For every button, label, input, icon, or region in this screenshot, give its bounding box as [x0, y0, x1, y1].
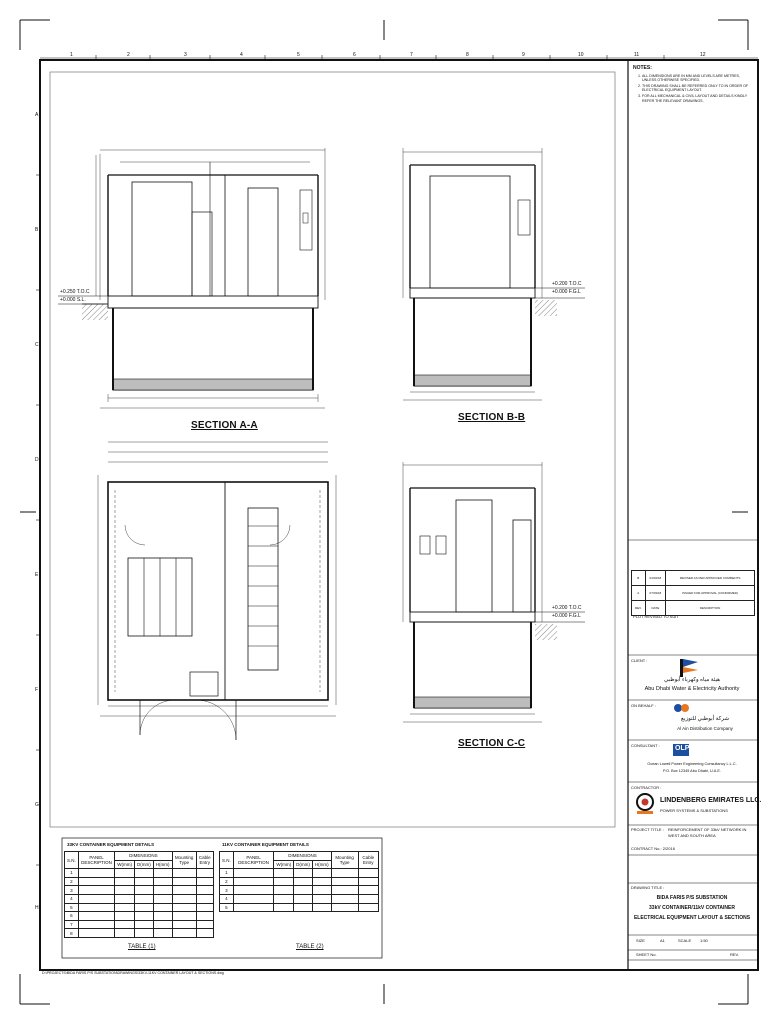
grid-col-10: 10	[578, 52, 584, 58]
table-33kv	[64, 851, 214, 938]
rev-header-date: DATE	[645, 601, 666, 616]
table-row	[220, 894, 379, 903]
level-bb-upper: +0.200 T.O.C	[552, 281, 582, 287]
table-row	[220, 877, 379, 886]
row-sn: 3	[220, 886, 234, 895]
table-33kv-caption: TABLE (1)	[128, 944, 156, 950]
row-sn: 5	[65, 903, 79, 912]
col-height: H(mm)	[153, 860, 172, 869]
rev-id: A	[632, 586, 646, 601]
row-sn: 2	[220, 877, 234, 886]
addc-arabic: شركة أبوظبي للتوزيع	[681, 716, 729, 722]
note-item: 1. ALL DIMENSIONS ARE IN MM AND LEVELS ARE METRES, UNLESS OTHERWISE SPECIFIED.	[642, 74, 753, 83]
col-sn: S.N.	[220, 852, 234, 869]
row-sn: 7	[65, 920, 79, 929]
consultant-name: Ocean Lowell Power Engineering Consultancy L.L.C.	[647, 762, 737, 766]
file-path-footer: D:\PROJECTS\BIDA FARIS P/S SUBSTATION\DRAWINGS\33KV-11KV CONTAINER LAYOUT & SECTIONS.dwg	[42, 971, 224, 975]
notes-heading: NOTES:	[633, 65, 652, 71]
scale-value: 1:50	[700, 938, 708, 943]
contract-number: CONTRACT No.: 2/2016	[631, 846, 675, 851]
grid-row-a: A	[35, 112, 39, 118]
table-row	[65, 903, 214, 912]
grid-row-g: G	[35, 802, 39, 808]
consultant-address: P.O. Box 12345 Abu Dhabi, U.A.E.	[663, 769, 721, 773]
revision-note: PLOT REVISED TO SUIT	[633, 614, 679, 619]
table-11kv-title: 11KV CONTAINER EQUIPMENT DETAILS	[222, 842, 309, 847]
drawing-title-label: DRAWING TITLE :	[631, 885, 665, 890]
grid-col-7: 7	[410, 52, 413, 58]
row-sn: 8	[65, 929, 79, 938]
section-c-c-drawing	[403, 462, 585, 722]
col-depth: D(mm)	[294, 860, 313, 869]
table-row	[65, 886, 214, 895]
row-sn: 4	[65, 894, 79, 903]
table-11kv	[219, 851, 379, 912]
row-sn: 1	[220, 869, 234, 878]
table-row	[65, 877, 214, 886]
contractor-label: CONTRACTOR :	[631, 785, 662, 790]
note-item: 2. THIS DRAWING SHALL BE REFERRED ONLY TO IN ORDER OF ELECTRICAL EQUIPMENT LAYOUT.	[642, 84, 753, 93]
grid-row-h: H	[35, 905, 39, 911]
rev-id: B	[632, 571, 646, 586]
table-11kv-caption: TABLE (2)	[296, 944, 324, 950]
rev-date: 07/03/18	[645, 586, 666, 601]
rev-header-desc: DESCRIPTION	[666, 601, 755, 616]
col-height: H(mm)	[312, 860, 331, 869]
grid-row-d: D	[35, 457, 39, 463]
drawing-title-line1: BIDA FARIS P/S SUBSTATION	[656, 895, 728, 901]
table-row	[220, 903, 379, 912]
level-cc-lower: +0.000 F.G.L	[552, 613, 581, 619]
row-sn: 4	[220, 894, 234, 903]
level-cc-upper: +0.200 T.O.C	[552, 605, 582, 611]
table-row	[65, 869, 214, 878]
col-dimensions: DIMENSIONS	[115, 852, 172, 861]
rev-desc: ISSUED FOR APPROVAL (CONFIRMED)	[666, 586, 755, 601]
addc-logo	[674, 704, 689, 712]
level-aa-upper: +0.250 T.O.C	[60, 289, 90, 295]
client-label: CLIENT :	[631, 658, 648, 663]
addc-name: Al Ain Distribution Company	[677, 726, 733, 731]
col-dimensions: DIMENSIONS	[274, 852, 331, 861]
section-a-a-title: SECTION A-A	[191, 420, 258, 431]
adwea-arabic: هيئة مياه وكهرباء أبوظبي	[663, 677, 721, 683]
consultant-logo-text: OLP	[675, 745, 690, 752]
grid-col-9: 9	[522, 52, 525, 58]
notes-panel	[633, 66, 753, 104]
contractor-subtitle: POWER SYSTEMS & SUBSTATIONS	[660, 808, 728, 813]
section-c-c-title: SECTION C-C	[458, 738, 526, 749]
col-depth: D(mm)	[135, 860, 154, 869]
grid-row-e: E	[35, 572, 39, 578]
col-panel-desc: PANEL DESCRIPTION	[233, 852, 274, 869]
revision-table	[631, 570, 755, 616]
plan-view-drawing	[98, 442, 336, 740]
section-a-a-drawing	[58, 148, 325, 408]
grid-col-5: 5	[297, 52, 300, 58]
scale-label: SCALE	[678, 938, 692, 943]
size-value: A1	[660, 938, 665, 943]
table-33kv-title: 33KV CONTAINER EQUIPMENT DETAILS	[67, 842, 155, 847]
section-b-b-drawing	[403, 148, 585, 400]
table-row	[220, 886, 379, 895]
row-sn: 6	[65, 912, 79, 921]
grid-row-f: F	[35, 687, 39, 693]
col-sn: S.N.	[65, 852, 79, 869]
grid-row-b: B	[35, 227, 39, 233]
project-label: PROJECT TITLE :	[631, 827, 664, 832]
project-title-line2: WEST AND SOUTH AREA	[668, 833, 716, 838]
col-width: W(mm)	[274, 860, 294, 869]
row-sn: 2	[65, 877, 79, 886]
rev-header-rev: REV.	[632, 601, 646, 616]
row-sn: 1	[65, 869, 79, 878]
col-mounting: Mounting Type	[172, 852, 196, 869]
drawing-area-frame	[50, 72, 615, 827]
col-mounting: Mounting Type	[331, 852, 358, 869]
col-cable-entry: Cable Entry	[358, 852, 378, 869]
table-row	[220, 869, 379, 878]
table-row	[65, 912, 214, 921]
section-b-b-title: SECTION B-B	[458, 412, 526, 423]
grid-col-3: 3	[184, 52, 187, 58]
rev-desc: REVISED AS PER APPROVED COMMENTS	[666, 571, 755, 586]
grid-col-2: 2	[127, 52, 130, 58]
revision-row	[632, 571, 755, 586]
contractor-name: LINDENBERG EMIRATES LLC.	[660, 797, 762, 804]
adwea-name: Abu Dhabi Water & Electricity Authority	[644, 686, 740, 692]
drawing-title-line3: ELECTRICAL EQUIPMENT LAYOUT & SECTIONS	[633, 915, 751, 921]
consultant-label: CONSULTANT :	[631, 743, 660, 748]
grid-col-4: 4	[240, 52, 243, 58]
table-row	[65, 929, 214, 938]
sheet-border	[40, 60, 758, 970]
grid-row-c: C	[35, 342, 39, 348]
level-bb-lower: +0.000 F.G.L	[552, 289, 581, 295]
note-item: 3. FOR ALL MECHANICAL & CIVIL LAYOUT AND DETAILS KINDLY REFER THE RELEVANT DRAWINGS.	[642, 94, 753, 103]
table-row	[65, 920, 214, 929]
col-width: W(mm)	[115, 860, 135, 869]
lindenberg-logo	[637, 794, 653, 814]
project-title-line1: REINFORCEMENT OF 33kV NETWORK IN	[668, 827, 747, 832]
sheet-number-label: SHEET No.	[636, 952, 657, 957]
size-label: SIZE	[636, 938, 645, 943]
col-panel-desc: PANEL DESCRIPTION	[78, 852, 115, 869]
grid-col-11: 11	[634, 52, 640, 58]
revision-row	[632, 586, 755, 601]
grid-col-8: 8	[466, 52, 469, 58]
col-cable-entry: Cable Entry	[196, 852, 213, 869]
adwea-logo	[680, 659, 698, 677]
table-row	[65, 894, 214, 903]
rev-label: REV.	[730, 952, 739, 957]
drawing-title-line2: 33kV CONTAINER/11kV CONTAINER	[649, 905, 735, 911]
grid-col-12: 12	[700, 52, 706, 58]
grid-col-6: 6	[353, 52, 356, 58]
grid-col-1: 1	[70, 52, 73, 58]
rev-date: 04/04/18	[645, 571, 666, 586]
row-sn: 5	[220, 903, 234, 912]
row-sn: 3	[65, 886, 79, 895]
level-aa-lower: +0.000 S.L.	[60, 297, 86, 303]
owner-label: ON BEHALF :	[631, 703, 656, 708]
